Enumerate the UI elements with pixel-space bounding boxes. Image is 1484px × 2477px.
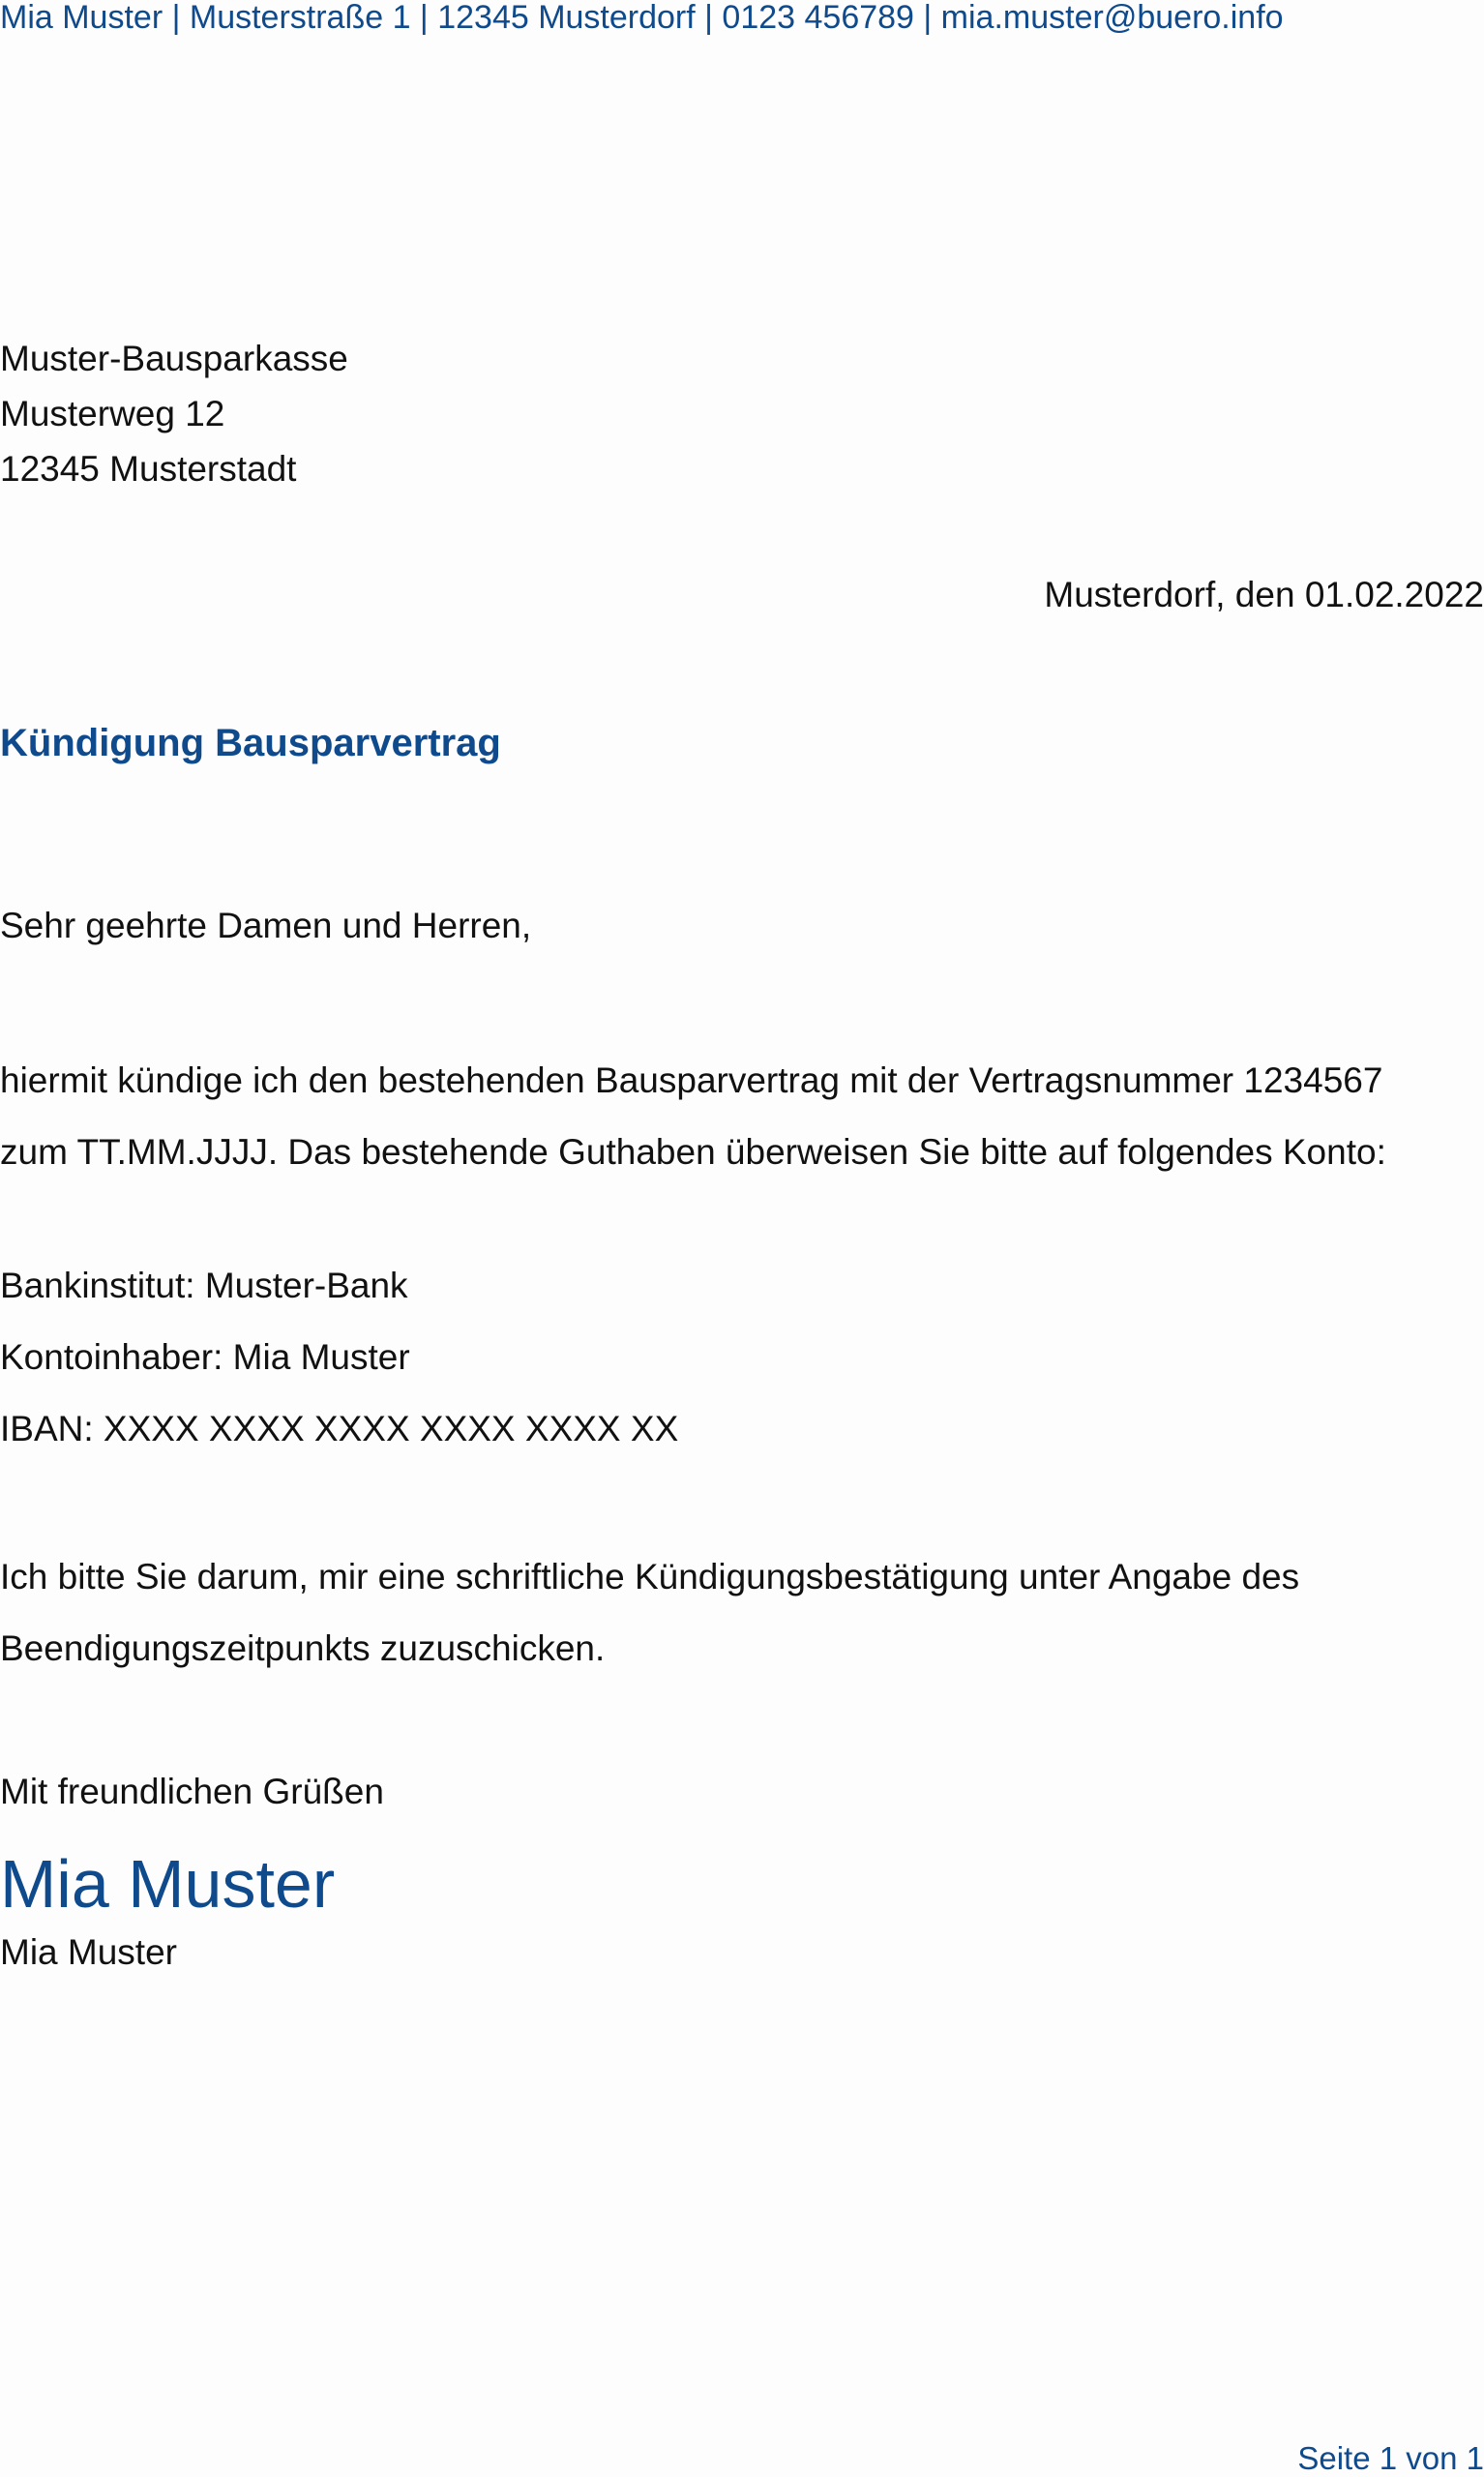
recipient-name: Muster-Bausparkasse (0, 339, 348, 378)
body-paragraph-2 (0, 1541, 1299, 1685)
signature: Mia Muster (0, 1846, 336, 1922)
bank-institute: Bankinstitut: Muster-Bank (0, 1266, 408, 1305)
account-holder: Kontoinhaber: Mia Muster (0, 1337, 410, 1377)
date-line: Musterdorf, den 01.02.2022 (1044, 575, 1484, 614)
sender-address-line: Mia Muster | Musterstraße 1 | 12345 Musterdorf | 0123 456789 | mia.muster@buero.info (0, 0, 1284, 36)
subject-heading: Kündigung Bausparvertrag (0, 722, 501, 764)
iban: IBAN: XXXX XXXX XXXX XXXX XXXX XX (0, 1409, 679, 1448)
page-number: Seite 1 von 1 (1297, 2440, 1484, 2476)
body-line: Ich bitte Sie darum, mir eine schriftliche Kündigungsbestätigung unter Angabe des (0, 1557, 1300, 1597)
recipient-city: 12345 Musterstadt (0, 449, 297, 489)
body-paragraph-1 (0, 1045, 1386, 1188)
body-line: zum TT.MM.JJJJ. Das bestehende Guthaben überweisen Sie bitte auf folgendes Konto: (0, 1132, 1386, 1172)
recipient-address (0, 331, 348, 496)
body-line: hiermit kündige ich den bestehenden Bausparvertrag mit der Vertragsnummer 1234567 (0, 1060, 1383, 1100)
closing-phrase: Mit freundlichen Grüßen (0, 1772, 384, 1811)
body-line: Beendigungszeitpunkts zuzuschicken. (0, 1628, 606, 1668)
bank-details (0, 1250, 678, 1465)
salutation: Sehr geehrte Damen und Herren, (0, 906, 532, 945)
signer-name: Mia Muster (0, 1932, 177, 1972)
recipient-street: Musterweg 12 (0, 394, 225, 433)
